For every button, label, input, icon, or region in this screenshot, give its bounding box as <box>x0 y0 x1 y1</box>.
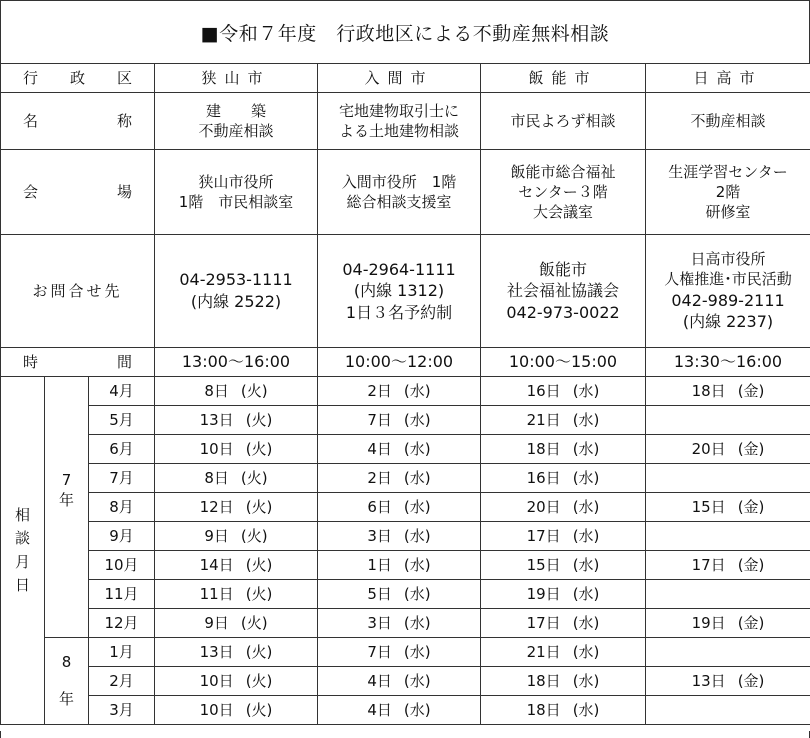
name-label: 名 称 <box>1 93 155 150</box>
consult-date <box>155 638 318 667</box>
consult-date <box>155 464 318 493</box>
day: 16日 <box>526 468 561 487</box>
day: 16日 <box>526 381 561 400</box>
consult-date <box>318 406 481 435</box>
schedule-table <box>0 63 810 725</box>
month-row <box>1 667 810 696</box>
month-row <box>1 493 810 522</box>
weekday: (火) <box>245 671 273 690</box>
consult-date <box>481 638 646 667</box>
day: 11日 <box>199 584 234 603</box>
city-name: 日高市 <box>646 64 810 93</box>
day: 5日 <box>367 584 392 603</box>
consult-date <box>318 667 481 696</box>
month-row <box>1 464 810 493</box>
weekday: (火) <box>245 700 273 719</box>
consult-date <box>646 493 810 522</box>
day: 12日 <box>199 497 234 516</box>
year-label: 8 年 <box>45 638 89 725</box>
consult-date <box>318 609 481 638</box>
month-label: 5月 <box>89 406 155 435</box>
day: 19日 <box>691 613 726 632</box>
venue: 入間市役所 1階 総合相談支援室 <box>318 150 481 235</box>
weekday: (金) <box>737 381 765 400</box>
weekday: (水) <box>403 381 431 400</box>
day: 21日 <box>526 642 561 661</box>
consult-date <box>318 464 481 493</box>
consult-date <box>481 580 646 609</box>
consult-date <box>481 667 646 696</box>
weekday: (水) <box>572 410 600 429</box>
weekday: (火) <box>240 381 268 400</box>
time-range: 13:30〜16:00 <box>646 348 810 377</box>
consult-days-label: 相 談 月 日 <box>1 377 45 725</box>
day: 9日 <box>204 526 229 545</box>
consult-date <box>155 696 318 725</box>
weekday: (水) <box>403 642 431 661</box>
consult-date <box>646 406 810 435</box>
day: 17日 <box>526 526 561 545</box>
weekday: (火) <box>245 642 273 661</box>
consult-date <box>646 609 810 638</box>
day: 13日 <box>691 671 726 690</box>
consult-date <box>481 406 646 435</box>
day: 20日 <box>691 439 726 458</box>
contact: 飯能市 社会福祉協議会 042-973-0022 <box>481 235 646 348</box>
consult-date <box>318 638 481 667</box>
venue-label: 会 場 <box>1 150 155 235</box>
month-row <box>1 609 810 638</box>
day: 19日 <box>526 584 561 603</box>
weekday: (水) <box>403 700 431 719</box>
weekday: (水) <box>572 584 600 603</box>
weekday: (金) <box>737 555 765 574</box>
weekday: (水) <box>403 584 431 603</box>
day: 3日 <box>367 613 392 632</box>
month-label: 1月 <box>89 638 155 667</box>
consult-date <box>481 522 646 551</box>
month-label: 4月 <box>89 377 155 406</box>
day: 18日 <box>526 700 561 719</box>
time-label: 時 間 <box>1 348 155 377</box>
day: 1日 <box>367 555 392 574</box>
month-label: 10月 <box>89 551 155 580</box>
day: 17日 <box>691 555 726 574</box>
day: 18日 <box>526 671 561 690</box>
consult-date <box>646 435 810 464</box>
contact: 04-2964-1111 (内線 1312) 1日３名予約制 <box>318 235 481 348</box>
consult-date <box>646 580 810 609</box>
day: 13日 <box>199 410 234 429</box>
day: 2日 <box>367 468 392 487</box>
month-row <box>1 580 810 609</box>
time-row <box>1 348 810 377</box>
contact: 04-2953-1111 (内線 2522) <box>155 235 318 348</box>
consult-date <box>646 696 810 725</box>
day: 14日 <box>199 555 234 574</box>
weekday: (水) <box>403 439 431 458</box>
venue-row <box>1 150 810 235</box>
consult-date <box>481 377 646 406</box>
weekday: (水) <box>403 526 431 545</box>
consult-date <box>155 551 318 580</box>
weekday: (水) <box>572 555 600 574</box>
consult-date <box>155 377 318 406</box>
weekday: (水) <box>572 381 600 400</box>
day: 7日 <box>367 642 392 661</box>
consult-date <box>155 609 318 638</box>
weekday: (火) <box>245 439 273 458</box>
contact-row <box>1 235 810 348</box>
consult-date <box>318 580 481 609</box>
day: 10日 <box>199 439 234 458</box>
day: 10日 <box>199 700 234 719</box>
month-rows <box>1 377 810 725</box>
consult-date <box>318 551 481 580</box>
consult-date <box>318 522 481 551</box>
city-name: 入間市 <box>318 64 481 93</box>
consult-date <box>155 580 318 609</box>
day: 20日 <box>526 497 561 516</box>
consult-date <box>318 493 481 522</box>
day: 8日 <box>204 381 229 400</box>
consult-date <box>646 377 810 406</box>
weekday: (水) <box>572 439 600 458</box>
day: 4日 <box>367 439 392 458</box>
month-row <box>1 638 810 667</box>
city-name: 狭山市 <box>155 64 318 93</box>
month-label: 9月 <box>89 522 155 551</box>
consult-date <box>646 522 810 551</box>
day: 8日 <box>204 468 229 487</box>
day: 6日 <box>367 497 392 516</box>
day: 9日 <box>204 613 229 632</box>
day: 15日 <box>691 497 726 516</box>
consult-date <box>155 435 318 464</box>
weekday: (水) <box>403 613 431 632</box>
month-row <box>1 551 810 580</box>
month-label: 8月 <box>89 493 155 522</box>
venue: 狭山市役所 1階 市民相談室 <box>155 150 318 235</box>
day: 3日 <box>367 526 392 545</box>
service-name: 市民よろず相談 <box>481 93 646 150</box>
weekday: (水) <box>572 613 600 632</box>
day: 13日 <box>199 642 234 661</box>
weekday: (水) <box>572 642 600 661</box>
weekday: (水) <box>572 671 600 690</box>
venue: 生涯学習センター 2階 研修室 <box>646 150 810 235</box>
month-label: 11月 <box>89 580 155 609</box>
day: 10日 <box>199 671 234 690</box>
service-name: 不動産相談 <box>646 93 810 150</box>
month-label: 3月 <box>89 696 155 725</box>
consult-date <box>646 464 810 493</box>
consult-date <box>646 667 810 696</box>
month-row <box>1 406 810 435</box>
month-row <box>1 522 810 551</box>
day: 7日 <box>367 410 392 429</box>
day: 4日 <box>367 671 392 690</box>
weekday: (火) <box>245 555 273 574</box>
day: 2日 <box>367 381 392 400</box>
consult-date <box>318 696 481 725</box>
service-name: 建 築 不動産相談 <box>155 93 318 150</box>
consult-date <box>646 638 810 667</box>
consult-date <box>481 435 646 464</box>
consult-date <box>318 435 481 464</box>
consult-date <box>155 493 318 522</box>
day: 18日 <box>526 439 561 458</box>
consult-date <box>646 551 810 580</box>
consult-date <box>481 696 646 725</box>
time-range: 13:00〜16:00 <box>155 348 318 377</box>
consult-date <box>481 551 646 580</box>
time-range: 10:00〜12:00 <box>318 348 481 377</box>
weekday: (水) <box>403 671 431 690</box>
weekday: (火) <box>240 468 268 487</box>
weekday: (水) <box>403 555 431 574</box>
month-label: 12月 <box>89 609 155 638</box>
table-bottom-edge <box>0 731 810 738</box>
venue: 飯能市総合福祉 センター３階 大会議室 <box>481 150 646 235</box>
contact: 日高市役所 人権推進･市民活動 042-989-2111 (内線 2237) <box>646 235 810 348</box>
day: 4日 <box>367 700 392 719</box>
day: 15日 <box>526 555 561 574</box>
contact-label: お問合せ先 <box>1 235 155 348</box>
weekday: (水) <box>403 410 431 429</box>
time-range: 10:00〜15:00 <box>481 348 646 377</box>
service-name: 宅地建物取引士に よる土地建物相談 <box>318 93 481 150</box>
weekday: (火) <box>240 526 268 545</box>
weekday: (火) <box>240 613 268 632</box>
weekday: (金) <box>737 497 765 516</box>
weekday: (金) <box>737 671 765 690</box>
consult-date <box>481 609 646 638</box>
weekday: (火) <box>245 410 273 429</box>
year-label: 7 年 <box>45 377 89 638</box>
weekday: (水) <box>572 700 600 719</box>
consult-date <box>155 522 318 551</box>
weekday: (火) <box>245 584 273 603</box>
city-name: 飯能市 <box>481 64 646 93</box>
month-row <box>1 696 810 725</box>
weekday: (水) <box>572 468 600 487</box>
weekday: (金) <box>737 613 765 632</box>
weekday: (水) <box>572 497 600 516</box>
consult-date <box>155 667 318 696</box>
day: 17日 <box>526 613 561 632</box>
month-label: 2月 <box>89 667 155 696</box>
day: 21日 <box>526 410 561 429</box>
weekday: (水) <box>403 497 431 516</box>
district-label: 行 政 区 <box>1 64 155 93</box>
month-label: 6月 <box>89 435 155 464</box>
day: 18日 <box>691 381 726 400</box>
weekday: (火) <box>245 497 273 516</box>
weekday: (水) <box>572 526 600 545</box>
consult-date <box>481 493 646 522</box>
month-label: 7月 <box>89 464 155 493</box>
consult-date <box>318 377 481 406</box>
month-row <box>1 377 810 406</box>
service-name-row <box>1 93 810 150</box>
consult-date <box>155 406 318 435</box>
month-row <box>1 435 810 464</box>
district-row <box>1 64 810 93</box>
consult-date <box>481 464 646 493</box>
weekday: (水) <box>403 468 431 487</box>
page-title: ■令和７年度 行政地区による不動産無料相談 <box>0 0 810 63</box>
weekday: (金) <box>737 439 765 458</box>
